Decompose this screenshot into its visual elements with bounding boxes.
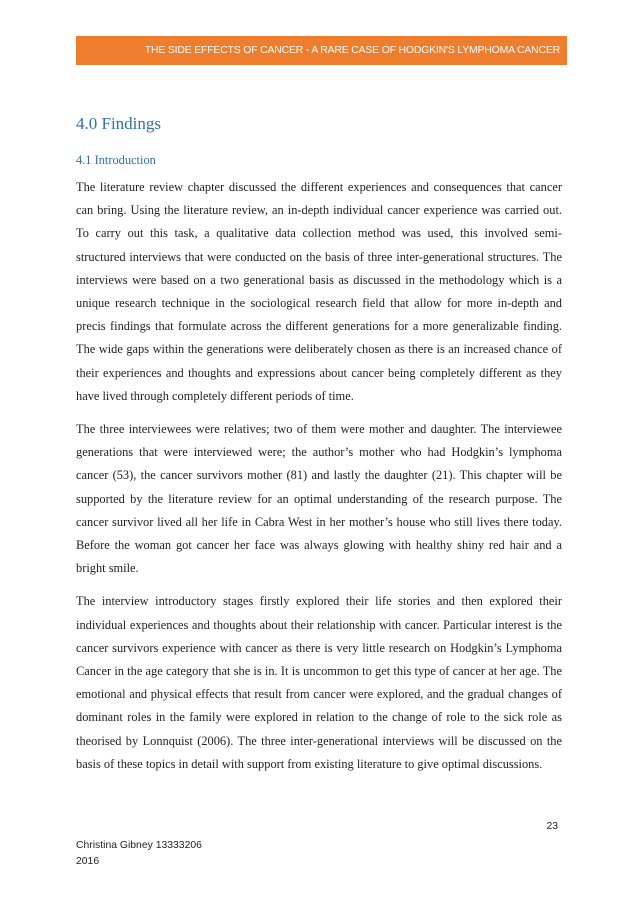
- footer-author: Christina Gibney 13333206: [76, 840, 202, 851]
- body-text: [76, 176, 562, 786]
- paragraph-2: The three interviewees were relatives; two of them were mother and daughter. The interviewee generations that were interviewed were; the author’s mother who had Hodgkin’s lymphoma cancer (53), the cancer survivors mother (81) and lastly the daughter (21). This chapter will be supported by the literature review for an optimal understanding of the research purpose. The cancer survivor lived all her life in Cabra West in her mother’s house who still lives there today. Before the woman got cancer her face was always glowing with healthy shiny red hair and a bright smile.: [76, 422, 562, 576]
- running-header-title: THE SIDE EFFECTS OF CANCER - A RARE CASE OF HODGKIN'S LYMPHOMA CANCER: [144, 45, 560, 56]
- paragraph-1: The literature review chapter discussed the different experiences and consequences that cancer can bring. Using the literature review, an in-depth individual cancer experience was carried out. To carry out this task, a qualitative data collection method was used, this involved semi-structured interviews that were conducted on the basis of three inter-generational structures. The interviews were based on a two generational basis as discussed in the methodology which is a unique research technique in the sociological research field that allow for more in-depth and precis findings that formulate across the different generations for a more generalizable finding. The wide gaps within the generations were deliberately chosen as there is an increased chance of their experiences and thoughts and expressions about cancer being completely different as they have lived through completely different periods of time.: [76, 180, 562, 403]
- section-title: 4.0 Findings: [76, 114, 162, 133]
- paragraph-3: The interview introductory stages firstly explored their life stories and then explored their individual experiences and thoughts about their relationship with cancer. Particular interest is the cancer survivors experience with cancer as there is very little research on Hodgkin’s Lymphoma Cancer in the age category that she is in. It is uncommon to get this type of cancer at her age. The emotional and physical effects that result from cancer were explored, and the gradual changes of dominant roles in the family were explored in relation to the change of role to the sick role as theorised by Lonnquist (2006). The three inter-generational interviews will be discussed on the basis of these topics in detail with support from existing literature to give optimal discussions.: [76, 594, 562, 771]
- footer-year: 2016: [76, 856, 100, 867]
- running-header-bar: [76, 36, 567, 65]
- footer: [76, 838, 202, 870]
- page-number: 23: [546, 821, 558, 832]
- subsection-title: 4.1 Introduction: [76, 153, 156, 167]
